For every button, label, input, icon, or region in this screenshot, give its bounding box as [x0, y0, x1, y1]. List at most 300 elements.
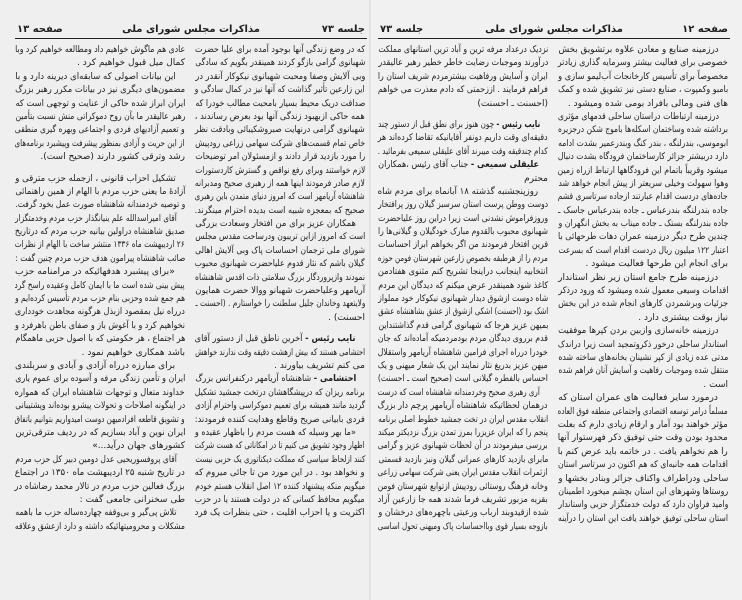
session-number: جلسه ۷۳ [321, 24, 365, 35]
text-line-content [378, 253, 548, 266]
text-line [558, 98, 728, 111]
line-text: هم جمع شده وحزبی بنام حزب مردم تأسیس کرده‌ایم و [15, 294, 185, 305]
text-line [15, 494, 185, 507]
text-line-content [82, 347, 185, 360]
text-line [378, 494, 548, 507]
text-line-content [703, 379, 728, 392]
text-line [195, 507, 365, 520]
text-line-content [15, 521, 185, 534]
text-line-content [195, 165, 365, 178]
line-text: ازثمرات انقلاب مقدس ایران یعنی شرکت سهامی زراعی [378, 468, 548, 479]
line-text: شاهنشاه آریامهر است که امروز دنیای متمدن باین رهبری [195, 192, 365, 203]
text-line [15, 239, 185, 252]
text-line-content [378, 467, 548, 480]
text-line-content [378, 119, 548, 132]
text-line-content [558, 165, 728, 178]
line-text: احسنت) . [328, 312, 365, 323]
text-line [558, 205, 728, 218]
text-line-content [378, 481, 548, 494]
page-number: صفحه ۱۲ [682, 24, 728, 35]
text-line-content [378, 373, 548, 386]
text-line [558, 419, 728, 432]
speaker-name: علیقلی سمیعی - [470, 160, 539, 171]
line-text: همه حاکی ازبهبود زندگی آنها بود بعرض رساندند ، [195, 111, 365, 122]
text-line-content [15, 507, 185, 520]
text-line-content [15, 111, 185, 124]
line-text: فردی بابیانی صریح وقاطع وهدایت کننده فرمودند: [195, 414, 365, 425]
text-line [195, 44, 365, 57]
line-text: بمیهن عزیز هرجا که شهبانوی گرامی قدم گذاشتنداین [378, 320, 548, 331]
line-text: صحیح که بمعجزه شبیه است بدیده احترام مینگرند. [195, 205, 365, 216]
text-line [378, 360, 548, 373]
text-line [195, 71, 365, 84]
text-line-content [195, 218, 365, 231]
text-line-content [378, 306, 548, 319]
text-line-content [378, 347, 548, 360]
text-line [378, 454, 548, 467]
line-text: پنجم را که ایران عزیزرا بمرز تمدن بزرگ نزدیکتر میکند [378, 427, 548, 438]
text-line [15, 111, 185, 124]
text-line-content [15, 427, 185, 440]
text-line-content [378, 360, 548, 373]
text-line-content [378, 280, 548, 293]
text-line [15, 84, 185, 97]
text-line [15, 454, 185, 467]
line-text: کنند ازلحاظ سیاسی که مملکت دیکتاتوری یک حزبی نیست [195, 454, 365, 465]
line-text: مابرای بازدید کارهای عمرانی گیلان ونیز بازدید قسمتی [378, 454, 548, 465]
line-text: باشد همکاری خواهیم نمود . [81, 347, 185, 358]
line-text: است . [703, 379, 728, 390]
line-text: شورای ملی ترجمان احساسات پاک وبی آلایش اهالی [195, 245, 365, 256]
text-line [378, 159, 548, 172]
text-line [558, 178, 728, 191]
line-text: شهبانوی گرامی درنهایت صبروشکیبائی وبادقت نظر [195, 125, 365, 136]
text-line [378, 199, 548, 212]
line-text: مدتی عده زیادی از کپر نشینان بخانه‌های ساخته شده [558, 352, 728, 363]
text-line [558, 339, 728, 352]
line-text: بازوجه بسیار قوی وبااحساسات پاک ومیهنی تحول اساسی [378, 521, 548, 532]
text-line-content [558, 71, 728, 84]
text-line [378, 387, 548, 400]
text-line [15, 400, 185, 413]
line-text: لازم صادر فرمودند اینها همه از رهبری صحیح ومدبرانه [195, 178, 365, 189]
line-text: هر اجتماع ، هر حکومتی که با اصول حزبی ماهمگام [15, 334, 185, 345]
text-line-content [195, 205, 365, 218]
line-text: گردید مانند همیشه برای تعمیم دموکراسی واحترام آزادی [195, 401, 365, 412]
line-text: همکاران عزیز برای من افتخار وسعادت بزرگی [195, 219, 356, 230]
text-line [558, 285, 728, 298]
text-line [558, 446, 728, 459]
text-line-content [558, 218, 728, 231]
text-line-content [15, 414, 185, 427]
line-text: خاص تمام قسمت‌های شرکت سهامی زراعی رودپیش [195, 138, 365, 149]
text-line-content [15, 186, 185, 199]
text-line-content [195, 373, 365, 386]
line-text: دوست ووطن پرست استان سرسبز گیلان روز پرافتخار [378, 200, 548, 211]
text-line [558, 245, 728, 258]
line-text: جاده بندرلنگه بستک ـ جاده میناب به بخش انگهران و [558, 219, 728, 230]
line-text: درزمینه خانه‌سازی وازبین بردن کپرها موفقیت [558, 326, 719, 337]
line-text: خصوصی برای فعالیت بیشتر وسرمایه گذاری زیادتر [558, 58, 728, 69]
text-line [15, 226, 185, 239]
text-line [15, 186, 185, 199]
line-text: و تعمیم آزادیهای فردی و اجتماعی وبهره گیری منطقی [15, 125, 185, 136]
text-line [378, 347, 548, 360]
text-line [558, 71, 728, 84]
text-line [15, 71, 185, 84]
text-line-content [558, 339, 728, 352]
text-line [378, 266, 548, 279]
line-text: جزئیات وبرشمردن کارهای انجام شده در این بخش [558, 299, 728, 310]
line-text: منتقل شده وموجبات رفاهیت و آسایش آنان فراهم شده [558, 366, 728, 377]
line-text: آخرین ناطق قبل از دستور آقای [195, 334, 303, 345]
text-line-content [195, 507, 365, 520]
text-line [195, 165, 365, 178]
session-number: جلسه ۷۳ [380, 24, 424, 35]
text-line-content [558, 138, 728, 151]
text-line-content [378, 494, 548, 507]
line-text: درزمینه ارتباطات دراستان ساحلی قدمهای مؤثری [558, 111, 720, 122]
line-text: شهبانوی گرامی بازگو کردند همینقدر بگویم که سادگی [195, 58, 365, 69]
text-line-content [524, 173, 548, 186]
text-line [378, 146, 548, 159]
text-line-content [378, 333, 548, 346]
text-line-content [558, 57, 728, 70]
text-line-content [15, 293, 185, 306]
text-line-content [15, 213, 185, 226]
page-header [15, 24, 367, 39]
line-text: درآورند وموجبات رضایت خاطر خطیر رهبر عالیقدر [378, 58, 548, 69]
text-line-content [195, 44, 365, 57]
line-text: خودرا درراه اجرای فرامین شاهنشاه آریامهر واستقلال [378, 347, 548, 358]
text-line [558, 513, 728, 526]
text-line [378, 57, 548, 70]
text-line [558, 44, 728, 57]
line-text: گیلان باشم که نثار قدوم علیاحضرت شهبانوی محبوب [195, 259, 365, 270]
line-text: مضمون‌های دیگری نیز در بیانات مکرر رهبر بزرگ [15, 85, 185, 96]
text-line-content [378, 427, 548, 440]
line-text: روستاها وشهرهای این استان بچشم میخورد اطمینان [558, 486, 728, 497]
text-line [15, 320, 185, 333]
text-line [15, 467, 185, 480]
running-title: مذاکرات مجلس شورای ملی [122, 24, 260, 35]
text-line [558, 191, 728, 204]
line-text: جناب آقای رئیس ،همکاران [378, 160, 469, 171]
line-text: وامید فراوان دارد که دولت خدمتگزار حزبی واستاندار [558, 500, 728, 511]
text-line [15, 199, 185, 212]
line-text: را مورد بازدید قرار دادند و ازمسئولان امر توضیحات [195, 152, 365, 163]
text-line-content [15, 239, 185, 252]
line-text: کاغذ شود همینقدر عرض میکنم که دیدگان این مردم [378, 280, 548, 291]
line-text: انتخابیه اینجانب دراینجا تشریح کنم مثنوی هفتادمن [378, 267, 548, 278]
text-line-content [195, 494, 365, 507]
text-line-content [378, 521, 548, 534]
text-line [378, 440, 548, 453]
line-text: قدم برروی دیدگان مردم بودمردمیکه آماده‌اند که جان [378, 334, 548, 345]
line-text: لازم خواستند وبرای رفع نواقص و گسترش کاردستورات [195, 165, 365, 176]
text-line-content [558, 352, 728, 365]
text-line [558, 151, 728, 164]
text-line [195, 231, 365, 244]
text-line-content [378, 71, 548, 84]
line-text: اشک بود (احسنت) اشکی ازشوق از عشق بشاهنشاه عشق [378, 307, 548, 318]
text-line [558, 499, 728, 512]
text-line-content [195, 57, 365, 70]
text-line [15, 98, 185, 111]
line-text: چندین طرح دیگر درزمینه عمران دهات طرحهائی با [558, 232, 728, 243]
text-line-content [378, 293, 548, 306]
speaker-name: نایب رئیس - [305, 334, 356, 345]
text-line-content [378, 84, 548, 97]
text-line-content [15, 280, 185, 293]
text-line [378, 239, 548, 252]
line-text: برنامه ریزان که درپیشگاهشان درتخت جمشید تشکیل [195, 387, 365, 398]
text-line [195, 494, 365, 507]
text-line-content [195, 481, 365, 494]
text-line [378, 306, 548, 319]
line-text: وهوا سهولت وخیلی سریعتر از پیش انجام خواهد شد [558, 178, 728, 189]
text-line-content [558, 124, 728, 137]
text-line-content [15, 124, 185, 137]
text-line [15, 280, 185, 293]
text-line [15, 266, 185, 279]
text-line-content [80, 494, 185, 507]
line-text: استان ساحلی توفیق خواهند یافت این استان را درآینه [558, 513, 728, 524]
text-line-content [195, 285, 365, 298]
text-line-content [477, 98, 548, 111]
line-text: را هم نخواهم یافت . در خاتمه باید عرض کنم با [558, 446, 728, 457]
text-line-content [40, 151, 185, 164]
line-text: رشد وترقی کشور دارند (صحیح است). [40, 152, 185, 163]
line-text: ولایتعهد وخاندان جلیل سلطنت را خواستارم . (احسنت ـ [195, 299, 365, 310]
line-text: آریامهر وعلیاحضرت شهبانو ووالا حضرت همایون [195, 286, 365, 297]
line-text: تلاش پی‌گیر و بی‌وقفه چهارده‌ساله حزب ما باهمه [15, 508, 177, 519]
text-line-content [15, 454, 185, 467]
line-text: شده ازقیدوبند ارباب ورعیتی باچهره‌های درخشان و [378, 508, 548, 519]
text-line-content [15, 173, 185, 186]
text-line-content [15, 199, 185, 212]
line-text: اظهار وجود تشویق می کنیم تا در امکاناتی که هست شرکت [195, 441, 365, 452]
text-line [558, 352, 728, 365]
text-line-content [378, 159, 548, 172]
text-line [15, 293, 185, 306]
line-text: برداشته شده وساختمان اسکله‌ها باموج شکن درجزیره [558, 125, 728, 136]
text-line-content [558, 499, 728, 512]
line-text: احتشامی هستند که بیش ازهشت دقیقه وقت ندارند خواهش [195, 347, 365, 358]
text-line-content [558, 178, 728, 191]
text-line [558, 473, 728, 486]
line-text: اقدامات همه جانبه‌ای که هم اکنون در سرتاسر استان [558, 460, 728, 471]
text-line [15, 333, 185, 346]
text-line-content [378, 454, 548, 467]
text-line [558, 231, 728, 244]
line-text: در اینگونه اصلاحات و تحولات پیشرو بوده‌اند وپشتیبانی [15, 401, 185, 412]
line-text: ابوموسی، بندرلنگه ، بندر کنگ وبندرعمیر بشدت ادامه [558, 138, 728, 149]
text-line [195, 360, 365, 373]
line-text: مشکلات و محرومیتهائیکه داشته و دارد ازعشق وعلاقه [15, 521, 185, 532]
text-line [558, 84, 728, 97]
text-line [195, 454, 365, 467]
text-line [378, 427, 548, 440]
text-line [378, 119, 548, 132]
text-line [558, 406, 728, 419]
text-line-content [558, 446, 728, 459]
text-line [195, 218, 365, 231]
text-line-content [558, 111, 728, 124]
text-line-content [558, 513, 728, 526]
text-line [378, 400, 548, 413]
text-line [378, 467, 548, 480]
line-text: صداقت دریک محیط بسیار بامحبت مطالب خودرا که [195, 98, 365, 109]
text-line-content [195, 454, 365, 467]
line-text: نزدیک درعداد مرفه ترین و آباد ترین استانهای مملکت [378, 45, 548, 55]
text-line-content [274, 360, 365, 373]
text-line [195, 400, 365, 413]
line-text: کشورهای جهان درآید...» [92, 441, 185, 452]
text-column-right [558, 44, 728, 526]
text-line-content [378, 226, 548, 239]
text-line-content [378, 44, 548, 57]
text-line [378, 132, 548, 145]
text-line [378, 213, 548, 226]
text-line [15, 507, 185, 520]
text-line [15, 481, 185, 494]
text-line-content [568, 98, 728, 111]
speaker-name: احتشامی - [313, 374, 357, 385]
text-line [558, 258, 728, 271]
text-line [558, 165, 728, 178]
text-line-content [558, 205, 728, 218]
text-column-left [15, 44, 185, 534]
line-text: ایران نوین و آباد بسازیم که در ردیف مترقی‌ترین [15, 427, 185, 438]
text-line [378, 507, 548, 520]
line-text: ایران و آسایش ورفاهیت بیشترمردم شریف استان را [378, 71, 548, 82]
text-line [15, 213, 185, 226]
text-line-content [15, 138, 185, 151]
text-line [195, 285, 365, 298]
text-line [558, 272, 728, 285]
line-text: طی سخنرانی جامعی گفت : [79, 494, 185, 505]
text-line-content [638, 312, 728, 325]
text-line-content [558, 231, 728, 244]
line-text: درزمینه طرح جامع استان زیر نظر استاندار [558, 272, 718, 283]
text-line-content [558, 419, 728, 432]
line-text: فراهم فرمایند . اززحمتی که دادم معذرت می خواهم [378, 85, 548, 96]
text-line-content [195, 231, 365, 244]
line-text: بزرگ فعالین حزب مردم در تالار محمد رضاشاه در [15, 481, 185, 492]
text-line-content [558, 406, 728, 419]
line-text: میهن عزیز بدریغ نثار نمایند این یک شعار میهنی و یک [378, 360, 548, 371]
line-text: میگویم منکه پیشنهاد کننده ۱۲ اصل انقلاب هستم خودم [195, 481, 365, 492]
text-line-content [378, 387, 548, 400]
line-text: محترم [524, 173, 548, 184]
text-line [195, 191, 365, 204]
line-text: مخصوصاً برای تأسیس کارخانجات آب‌لیمو سازی و [558, 71, 728, 82]
text-line-content [558, 365, 728, 378]
text-line [15, 427, 185, 440]
line-text: می کنم تشریف بیاورند . [274, 360, 365, 371]
text-line [558, 459, 728, 472]
text-line-content [195, 71, 365, 84]
line-text: چون هنوز برای نطق قبل از دستور چند [378, 119, 494, 130]
text-line-content [558, 459, 728, 472]
line-text: آقای امیراسدالله علم بنیانگذار حزب مردم وخدمتگزار [15, 213, 177, 224]
text-line-content [195, 400, 365, 413]
text-line-content [558, 272, 728, 285]
line-text: ایران ابراز شده حاکی از عنایت و توجهی است که [15, 98, 185, 109]
line-text: مسلماً درامر توسعه اقتصادی واجتماعی منطقه فوق العاده [558, 406, 728, 417]
line-text: دقیقه‌ای وقت داریم دونفر آقایانیکه تقاضا کرده‌اند هر [378, 133, 548, 144]
line-text: شهبانوی محبوب بالقدوم مبارک خودگیلان و گیلانی‌ها را [378, 227, 548, 238]
text-line [15, 253, 185, 266]
line-text: (احسنت ـ احسنت) [477, 98, 548, 109]
text-line-content [558, 285, 728, 298]
text-line-content [378, 266, 548, 279]
line-text: کدام چندقیقه وقت میبرند آقای علیقلی سمیعی بفرمائید . [378, 146, 548, 157]
text-line [378, 98, 548, 111]
text-line-content [558, 432, 728, 445]
text-line [558, 57, 728, 70]
text-line-content [378, 440, 548, 453]
text-line [378, 320, 548, 333]
text-line-content [195, 191, 365, 204]
line-text: جاده بندرلنگه بندرعباس ـ جاده بندرعباس جاسک ـ [558, 205, 728, 216]
text-line-content [15, 253, 185, 266]
text-line-content [195, 84, 365, 97]
text-line-content [558, 151, 728, 164]
text-line [15, 57, 185, 70]
text-line [195, 427, 365, 440]
text-line-content [378, 146, 548, 159]
text-line-content [195, 347, 365, 360]
line-text: بقریه مزبور تشریف فرما شدند همه جا زارعین آزاد [378, 494, 548, 505]
line-text: برای مبارزه درراه آزادی و آبادی و سربلندی [15, 360, 176, 371]
line-text: عادی هم ماگوش خواهیم داد ومطالعه خواهیم کرد وبا [15, 45, 185, 55]
line-text: و تشویق قاطعه افرادمیهن دوست امیدواریم بتوانیم باتفاق [15, 414, 185, 425]
text-line [195, 272, 365, 285]
line-text: صائب شاهنشاه پیرامون هدف حزب مردم چنین گفت : [15, 253, 185, 264]
text-line [15, 373, 185, 386]
line-text: «برای پیشبرد هدفهائیکه در مرامنامه حزب [15, 267, 175, 278]
text-line-content [15, 71, 185, 84]
text-line [15, 414, 185, 427]
line-text: تشکیل احزاب قانونی ، ازجمله حزب مترقی و [15, 173, 176, 184]
line-text: قرین افتخار فرمودند من اگر بخواهم ابراز احساسات [378, 240, 548, 251]
line-text: این بیانات اصولی که سابقه‌ای دیرینه دارد و با [15, 71, 176, 82]
text-line [378, 333, 548, 346]
text-line [15, 306, 185, 319]
text-line-content [558, 84, 728, 97]
line-text: بامبو وکمپوت ، صنایع دستی نیز تشویق شده و کمک [558, 85, 728, 96]
text-line-content [15, 360, 185, 373]
line-text: رهبر عالیقدر ما بآن روح دموکراتی منش نسبت بتأمین [15, 111, 185, 122]
text-line [15, 124, 185, 137]
text-line [378, 71, 548, 84]
text-line [15, 173, 185, 186]
text-line [195, 347, 365, 360]
line-text: محدود بودن وقت حتی توفیق ذکر فهرستوار آنها [558, 433, 728, 444]
page-number: صفحه ۱۳ [17, 24, 63, 35]
text-line [558, 298, 728, 311]
right-page [371, 0, 742, 600]
text-line-content [378, 199, 548, 212]
text-line [558, 312, 728, 325]
text-line [15, 360, 185, 373]
text-line [378, 293, 548, 306]
page-header [378, 24, 730, 39]
text-line [378, 414, 548, 427]
line-text: وروزفراموش نشدنی است زیرا دراین روز علیاحضرت [378, 213, 548, 224]
